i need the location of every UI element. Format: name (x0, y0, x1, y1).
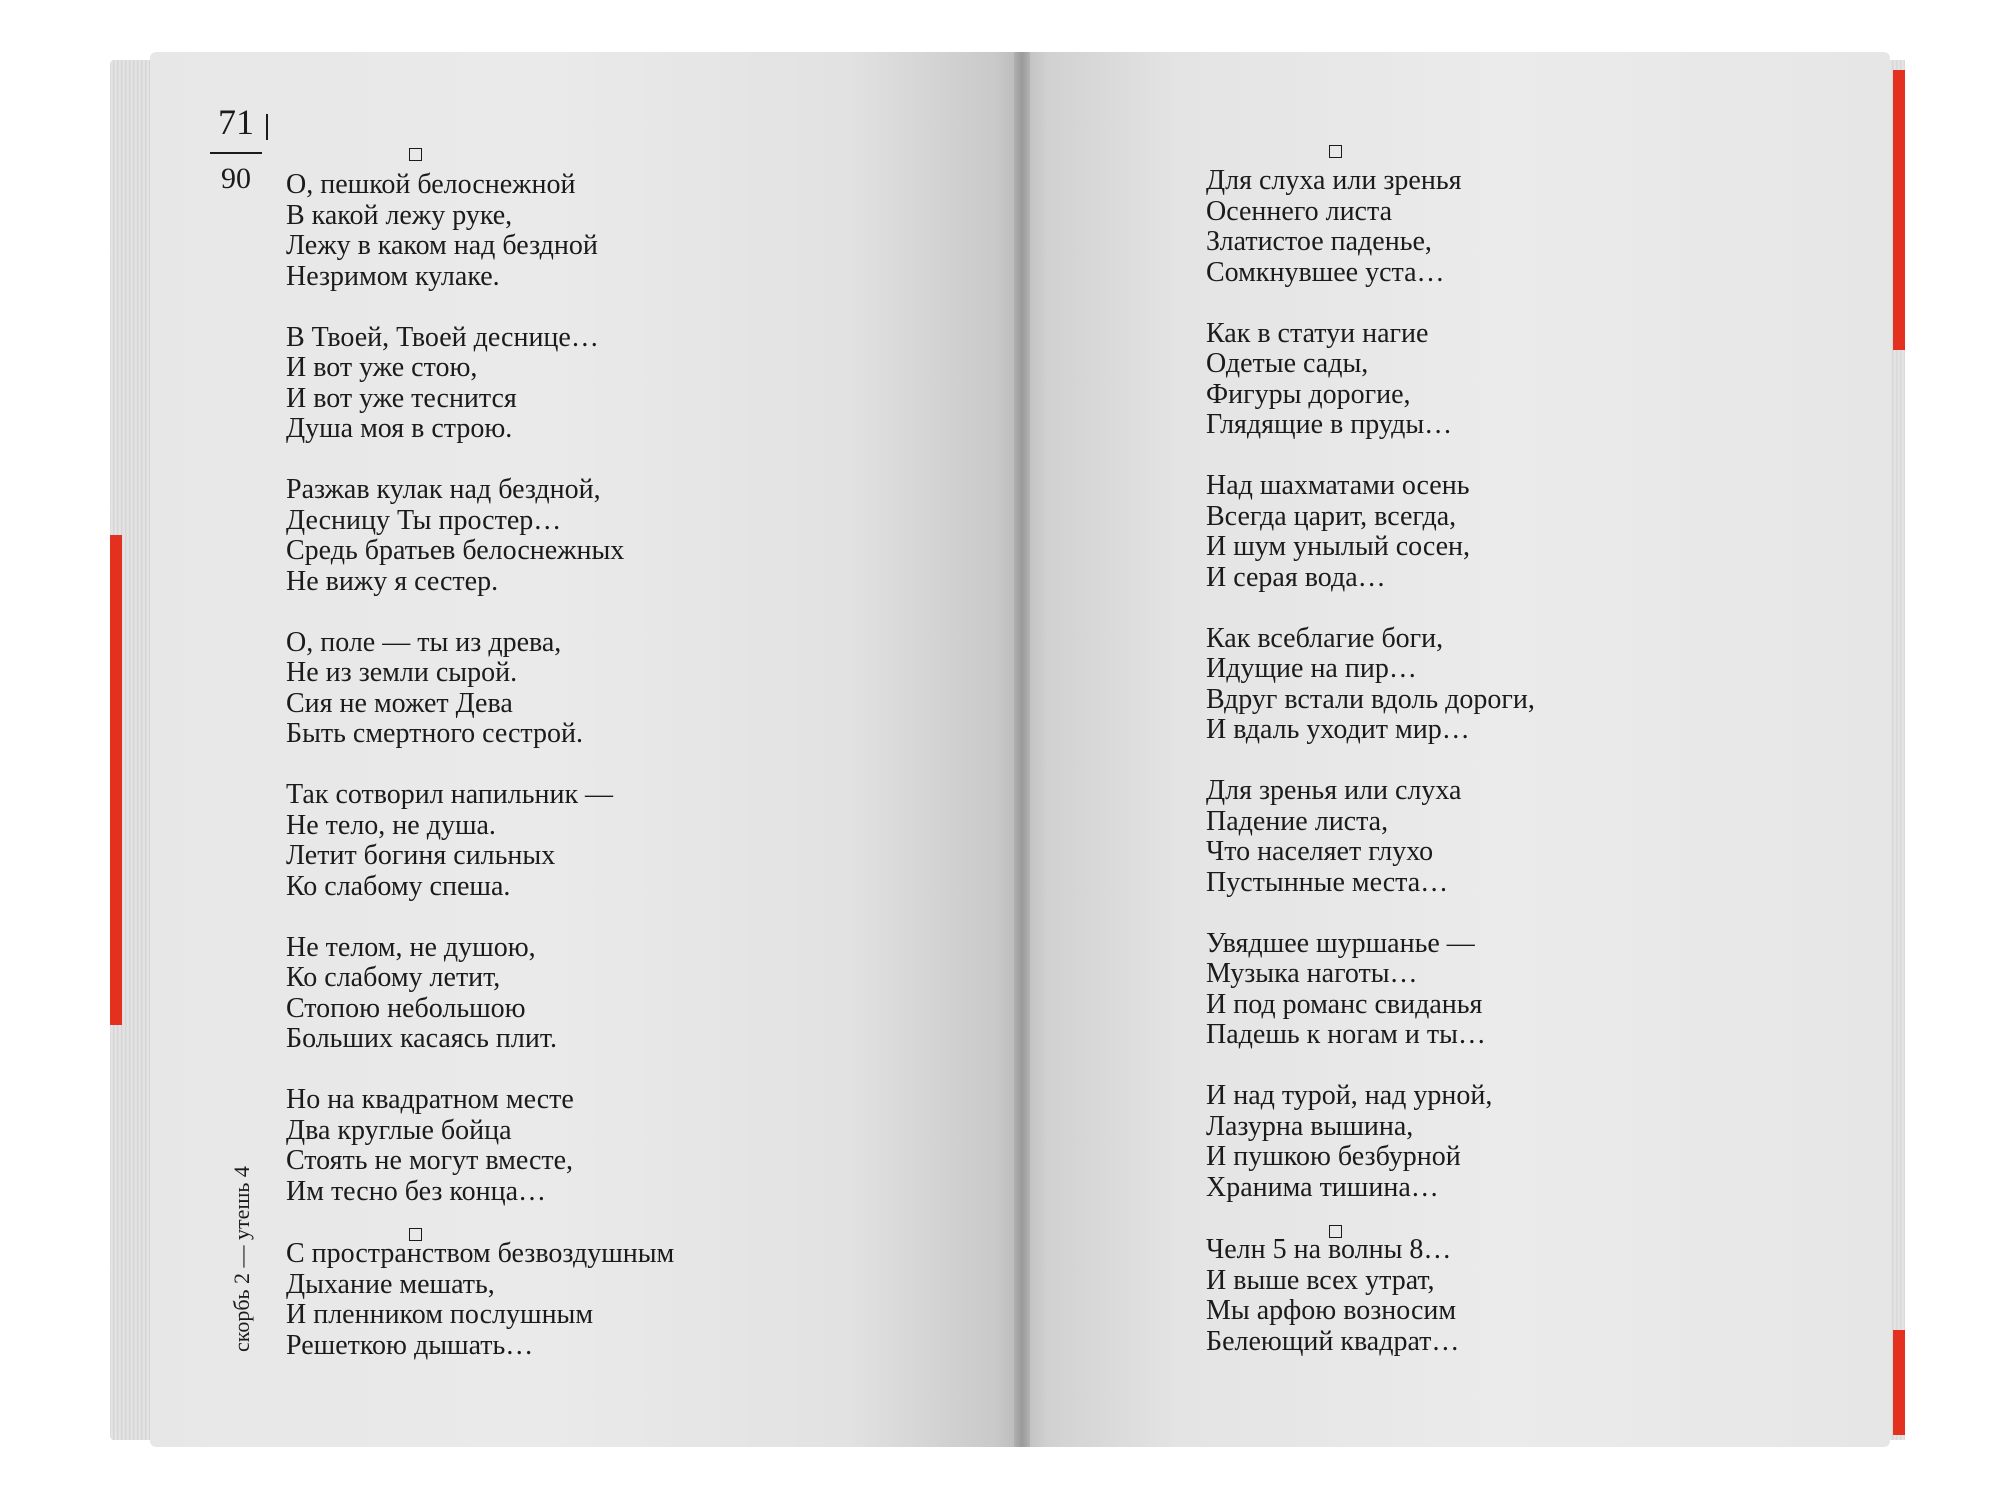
stanza (1206, 929, 1846, 1051)
page-folio (210, 104, 262, 194)
verse-line: Так сотворил напильник — (286, 779, 614, 810)
verse-line: Что населяет глухо (1206, 836, 1434, 867)
verse-line: Идущие на пир… (1206, 653, 1417, 684)
stanza (286, 1239, 926, 1361)
poem-left-column (286, 170, 926, 1392)
page-number: 71 (210, 104, 262, 154)
verse-line: Одетые сады, (1206, 348, 1369, 379)
verse-line: Не из земли сырой. (286, 657, 518, 688)
verse-line: Над шахматами осень (1206, 470, 1470, 501)
verse-line: Для зренья или слуха (1206, 775, 1462, 806)
verse-line: Лежу в каком над бездной (286, 230, 598, 261)
verse-line: Музыка наготы… (1206, 958, 1418, 989)
verse-line: В какой лежу руке, (286, 199, 513, 231)
running-head: скорбь 2 — утешь 4 (229, 1166, 254, 1352)
verse-line: Средь братьев белоснежных (286, 535, 625, 566)
verse-line: Падение листа, (1206, 805, 1389, 837)
verse-line: Быть смертного сестрой. (286, 718, 583, 749)
verse-line: Как всеблагие боги, (1206, 622, 1444, 654)
verse-line: Летит богиня сильных (286, 840, 556, 871)
verse-line: С пространством безвоздушным (286, 1238, 675, 1269)
stanza (1206, 1081, 1846, 1203)
folio-bar (266, 114, 268, 140)
verse-line: Вдруг встали вдоль дороги, (1206, 683, 1535, 715)
stanza (1206, 166, 1846, 288)
verse-line: Мы арфою возносим (1206, 1295, 1457, 1326)
stanza (286, 933, 926, 1055)
verse-line: О, поле — ты из древа, (286, 626, 562, 658)
verse-line: Лазурна вышина, (1206, 1110, 1414, 1142)
total-pages: 90 (221, 162, 251, 195)
verse-line: Разжав кулак над бездной, (286, 474, 601, 505)
section-marker-square (409, 148, 422, 161)
verse-line: Глядящие в пруды… (1206, 409, 1453, 440)
verse-line: Не вижу я сестер. (286, 565, 499, 597)
cover-red-strip-right-bottom (1893, 1330, 1905, 1435)
stanza (286, 323, 926, 445)
verse-line: Всегда царит, всегда, (1206, 500, 1457, 532)
verse-line: И шум унылый сосен, (1206, 531, 1471, 562)
cover-red-strip-left (110, 535, 122, 1025)
verse-line: Им тесно без конца… (286, 1175, 546, 1207)
verse-line: Сия не может Дева (286, 687, 513, 719)
verse-line: Увядшее шуршанье — (1206, 927, 1475, 959)
verse-line: Дыхание мешать, (286, 1268, 495, 1300)
cover-red-strip-right-top (1893, 70, 1905, 350)
verse-line: Златистое паденье, (1206, 226, 1432, 257)
verse-line: Два круглые бойца (286, 1114, 512, 1146)
stanza (286, 628, 926, 750)
stanza (1206, 1235, 1846, 1357)
book-gutter (1014, 52, 1030, 1447)
verse-line: Стоять не могут вместе, (286, 1145, 574, 1176)
verse-line: Решеткою дышать… (286, 1329, 534, 1361)
verse-line: Десницу Ты простер… (286, 504, 562, 536)
verse-line: Челн 5 на волны 8… (1206, 1234, 1452, 1265)
section-marker-square (1329, 145, 1342, 158)
verse-line: Как в статуи нагие (1206, 317, 1429, 349)
stanza (1206, 471, 1846, 593)
verse-line: Ко слабому летит, (286, 962, 501, 993)
stanza (286, 1085, 926, 1207)
stanza (286, 170, 926, 292)
stanza (286, 475, 926, 597)
verse-line: Осеннего листа (1206, 195, 1392, 227)
verse-line: Фигуры дорогие, (1206, 378, 1411, 410)
verse-line: Больших касаясь плит. (286, 1023, 557, 1054)
stanza (1206, 624, 1846, 746)
verse-line: И вот уже теснится (286, 382, 517, 414)
verse-line: Падешь к ногам и ты… (1206, 1019, 1486, 1050)
verse-line: И под романс свиданья (1206, 988, 1483, 1020)
verse-line: Душа моя в строю. (286, 413, 513, 444)
verse-line: Пустынные места… (1206, 866, 1449, 898)
verse-line: О, пешкой белоснежной (286, 169, 576, 200)
verse-line: И пленником послушным (286, 1299, 594, 1330)
verse-line: И вот уже стою, (286, 352, 478, 383)
poem-right-column (1206, 166, 1846, 1388)
stanza (286, 780, 926, 902)
verse-line: И вдаль уходит мир… (1206, 714, 1470, 745)
verse-line: И пушкою безбурной (1206, 1141, 1461, 1172)
verse-line: Белеющий квадрат… (1206, 1325, 1460, 1357)
verse-line: Не телом, не душою, (286, 931, 536, 963)
verse-line: Сомкнувшее уста… (1206, 256, 1445, 288)
verse-line: Ко слабому спеша. (286, 870, 511, 902)
verse-line: Хранима тишина… (1206, 1171, 1439, 1203)
verse-line: И серая вода… (1206, 561, 1386, 593)
verse-line: Стопою небольшою (286, 992, 526, 1024)
stanza (1206, 319, 1846, 441)
stanza (1206, 776, 1846, 898)
verse-line: И над турой, над урной, (1206, 1080, 1493, 1111)
verse-line: Для слуха или зренья (1206, 165, 1462, 196)
verse-line: В Твоей, Твоей деснице… (286, 321, 599, 353)
verse-line: Незримом кулаке. (286, 260, 500, 292)
verse-line: И выше всех утрат, (1206, 1264, 1435, 1296)
verse-line: Но на квадратном месте (286, 1084, 574, 1115)
verse-line: Не тело, не душа. (286, 809, 496, 841)
